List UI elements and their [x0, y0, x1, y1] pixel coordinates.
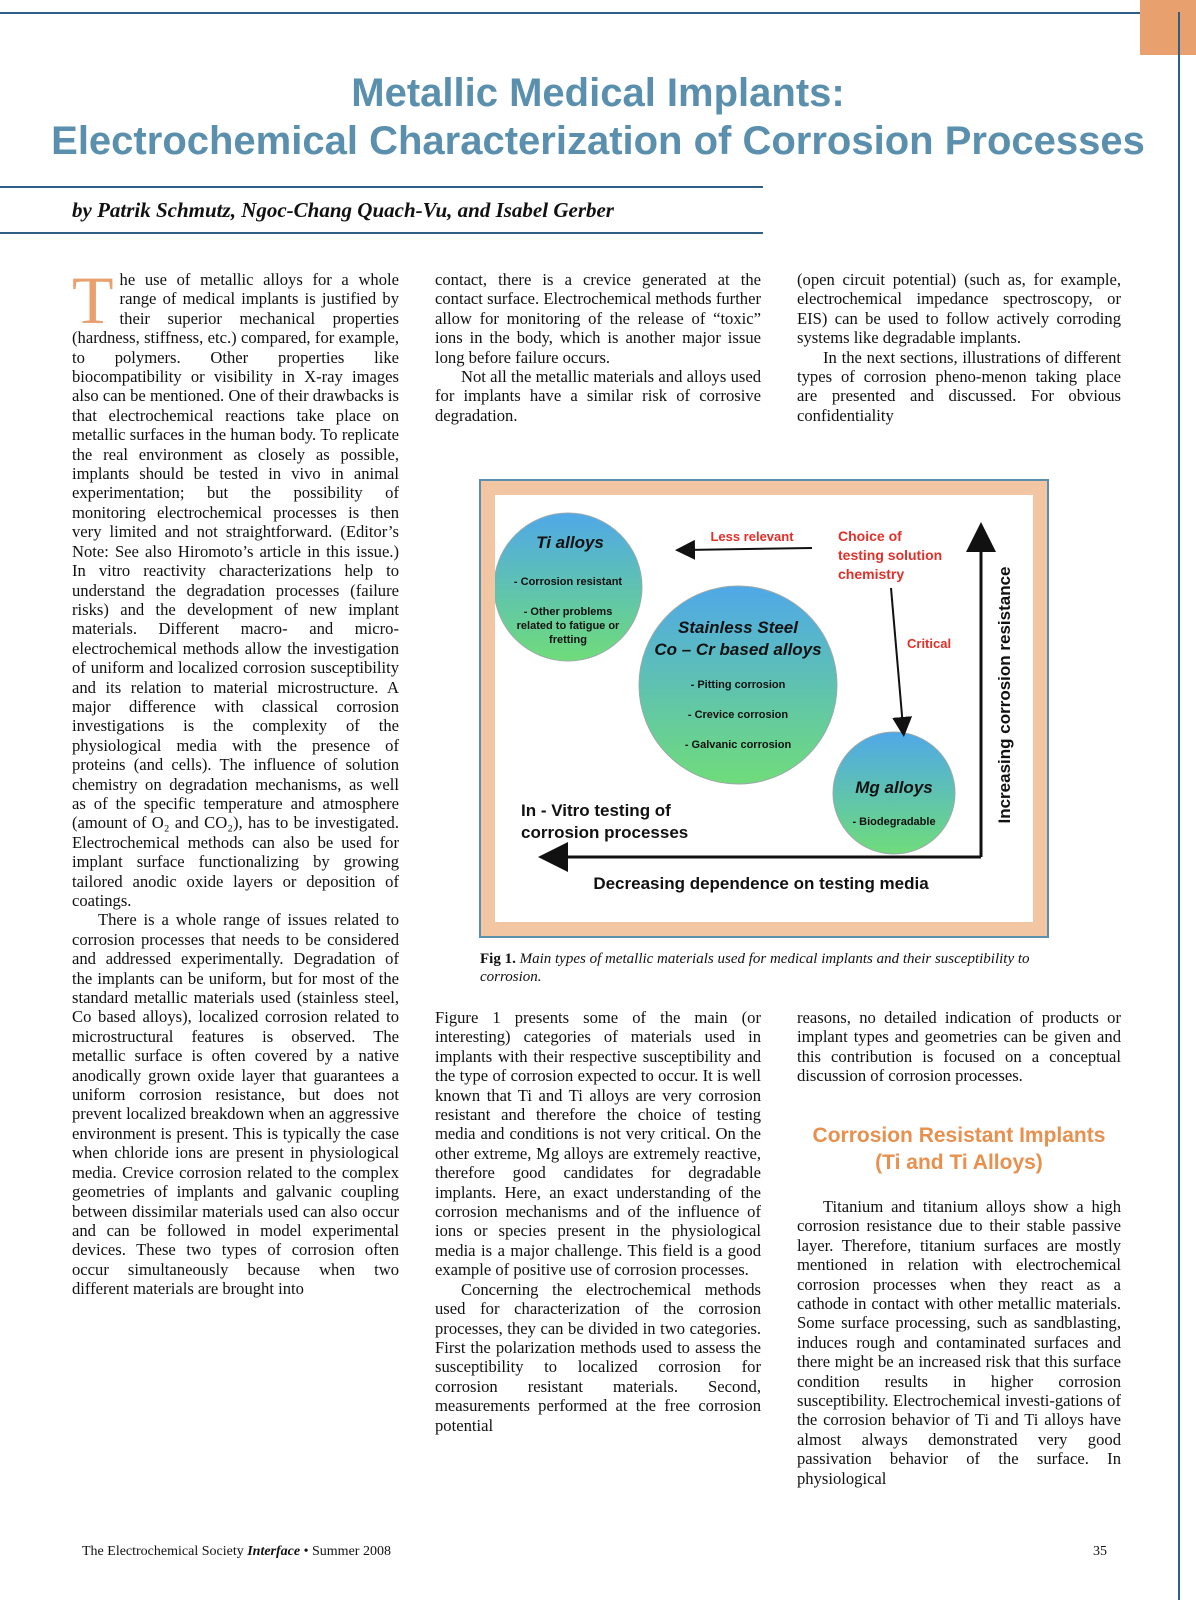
- less-relevant-label: Less relevant: [710, 529, 794, 544]
- paragraph: (open circuit potential) (such as, for example, electrochemical impedance spectroscopy, or EIS) can be used to follow actively corroding systems like degradable implants.: [797, 270, 1121, 348]
- column-3-top: [797, 270, 1121, 425]
- critical-arrow: [891, 588, 903, 727]
- ss-title-2: Co – Cr based alloys: [654, 640, 822, 659]
- choice-line-2: testing solution: [838, 547, 943, 563]
- top-rule: [0, 12, 1196, 14]
- corner-tab: [1140, 0, 1196, 55]
- section-heading: [797, 1122, 1121, 1176]
- title-line-1: Metallic Medical Implants:: [351, 71, 845, 115]
- column-2-top: [435, 270, 761, 425]
- ss-item-2: - Crevice corrosion: [687, 709, 789, 721]
- less-relevant-arrow: [685, 548, 812, 550]
- paragraph: contact, there is a crevice generated at the contact surface. Electrochemical methods further allow for monitoring of the release of “toxic” ions in the body, which is another major issue long before failure occurs.: [435, 270, 761, 367]
- figure-caption: [480, 950, 1080, 986]
- right-rule: [1178, 12, 1180, 1600]
- title-line-2: Electrochemical Characterization of Corrosion Processes: [51, 119, 1145, 163]
- y-axis-label: Increasing corrosion resistance: [995, 566, 1014, 824]
- ti-alloys-title: Ti alloys: [536, 533, 604, 552]
- paragraph: There is a whole range of issues related to corrosion processes that needs to be considered and addressed experimentally. Degradation of the implants can be uniform, but for most of the standard metallic materials used (stainless steel, Co based alloys), localized corrosion related to microstructural features is observed. The metallic surface is often covered by a native anodically grown oxide layer that guarantees a uniform corrosion resistance, but does not prevent localized breakdown when an aggressive environment is present. This is typically the case when chloride ions are present in physiological media. Crevice corrosion related to the complex geometries of implants and galvanic coupling between dissimilar materials used can also occur and can be followed in model experimental devices. These two types of corrosion often occur simultaneously because when two different materials are brought into: [72, 910, 399, 1299]
- ti-item-2a: - Other problems: [523, 606, 613, 618]
- paragraph-text: he use of metallic alloys for a whole range of medical implants is justified by their superior mechanical properties (hardness, stiffness, etc.) compared, for example, to polymers. Other properties like biocompatibility or visibility in X-ray images also can be mentioned. One of their drawbacks is that electrochemical reactions take place on metallic surfaces in the human body. To replicate the real environment as closely as possible, implants should be tested in vivo in animal experimentation; but the possibility of monitoring electrochemical processes is then very limited and not straightforward. (Editor’s Note: See also Hiromoto’s article in this issue.) In vitro reactivity characterizations help to understand the degradation processes (failure risks) and the development of new implant materials. Different macro- and micro-electrochemical methods allow the investigation of uniform and localized corrosion susceptibility and its relation to material microstructure. A major difference with classical corrosion investigations is the complexity of the physiological media with the presence of proteins (and cells). The influence of solution chemistry on degradation mechanisms, as well as of the specific temperature and atmosphere (amount of O₂ and CO₂), has to be investigated. Electrochemical methods can also be used for implant surface functionalizing by growing tailored anodic oxide layers or deposition of coatings.: [72, 270, 399, 910]
- x-axis-label: Decreasing dependence on testing media: [593, 874, 929, 893]
- ss-item-3: - Galvanic corrosion: [684, 739, 792, 751]
- paragraph: Concerning the electrochemical methods used for characterization of the corrosion processes, they can be divided in two categories. First the polarization methods used to assess the susceptibility to localized corrosion for corrosion resistant materials. Second, measurements performed at the free corrosion potential: [435, 1279, 761, 1435]
- caption-text: Main types of metallic materials used for medical implants and their susceptibility to corrosion.: [480, 951, 1030, 985]
- mg-alloys-title: Mg alloys: [855, 778, 933, 797]
- paragraph: In the next sections, illustrations of different types of corrosion pheno-menon taking place are presented and discussed. For obvious confidentiality: [797, 347, 1121, 425]
- byline-rule-top: [0, 186, 763, 188]
- in-vitro-line-2: corrosion processes: [521, 823, 689, 842]
- choice-line-3: chemistry: [838, 566, 905, 582]
- page-number: 35: [1093, 1544, 1107, 1559]
- column-2-bottom: [435, 1008, 761, 1435]
- ti-item-2b: related to fatigue or: [516, 620, 620, 632]
- choice-line-1: Choice of: [838, 528, 902, 544]
- figure-canvas: [495, 495, 1033, 922]
- paragraph: Not all the metallic materials and alloys used for implants have a similar risk of corrosive degradation.: [435, 367, 761, 425]
- in-vitro-line-1: In - Vitro testing of: [521, 801, 671, 820]
- column-3-bottom-intro: [797, 1008, 1121, 1086]
- drop-cap: T: [72, 262, 114, 338]
- ss-item-1: - Pitting corrosion: [690, 679, 786, 691]
- section-heading-line-1: Corrosion Resistant Implants: [812, 1124, 1106, 1147]
- footer-journal-post: • Summer 2008: [300, 1544, 391, 1559]
- paragraph: Figure 1 presents some of the main (or interesting) categories of materials used in implants with their respective susceptibility and the type of corrosion expected to occur. It is well known that Ti and Ti alloys are very corrosion resistant and therefore the choice of testing media and conditions is not very critical. On the other extreme, Mg alloys are extremely reactive, therefore good candidates for degradable implants. Here, an exact understanding of the corrosion mechanisms and of the influence of ions or species present in the physiological media is a major challenge. This field is a good example of positive use of corrosion processes.: [435, 1008, 761, 1280]
- ti-item-2c: fretting: [549, 634, 587, 646]
- ss-title-1: Stainless Steel: [677, 618, 799, 637]
- footer-journal: [82, 1544, 391, 1560]
- paragraph: Titanium and titanium alloys show a high corrosion resistance due to their stable passive layer. Therefore, titanium surfaces are mostly mentioned in relation with electrochemical corrosion processes when they react as a cathode in contact with other metallic materials. Some surface processing, such as sandblasting, induces rough and contaminated surfaces and there might be an increased risk that this surface condition results in higher corrosion susceptibility. Electrochemical investi-gations of the corrosion behavior of Ti and Ti alloys have almost always demonstrated very good passivation behavior of the surface. In physiological: [797, 1197, 1121, 1488]
- caption-label: Fig 1.: [480, 951, 516, 967]
- paragraph: reasons, no detailed indication of products or implant types and geometries can be given and this contribution is focused on a conceptual discussion of corrosion processes.: [797, 1008, 1121, 1086]
- footer-journal-pre: The Electrochemical Society: [82, 1544, 248, 1559]
- footer-journal-italic: Interface: [247, 1544, 301, 1559]
- diagram: [495, 495, 1033, 922]
- column-3-bottom: [797, 1197, 1121, 1488]
- column-1: [72, 262, 399, 1299]
- section-heading-line-2: (Ti and Ti Alloys): [875, 1151, 1043, 1174]
- byline: by Patrik Schmutz, Ngoc-Chang Quach-Vu, and Isabel Gerber: [72, 198, 614, 222]
- ti-item-1: - Corrosion resistant: [513, 576, 623, 588]
- byline-rule-bottom: [0, 232, 763, 234]
- mg-item-1: - Biodegradable: [852, 816, 936, 828]
- paragraph: [72, 262, 399, 910]
- figure-1: [479, 479, 1049, 938]
- critical-label: Critical: [907, 636, 952, 651]
